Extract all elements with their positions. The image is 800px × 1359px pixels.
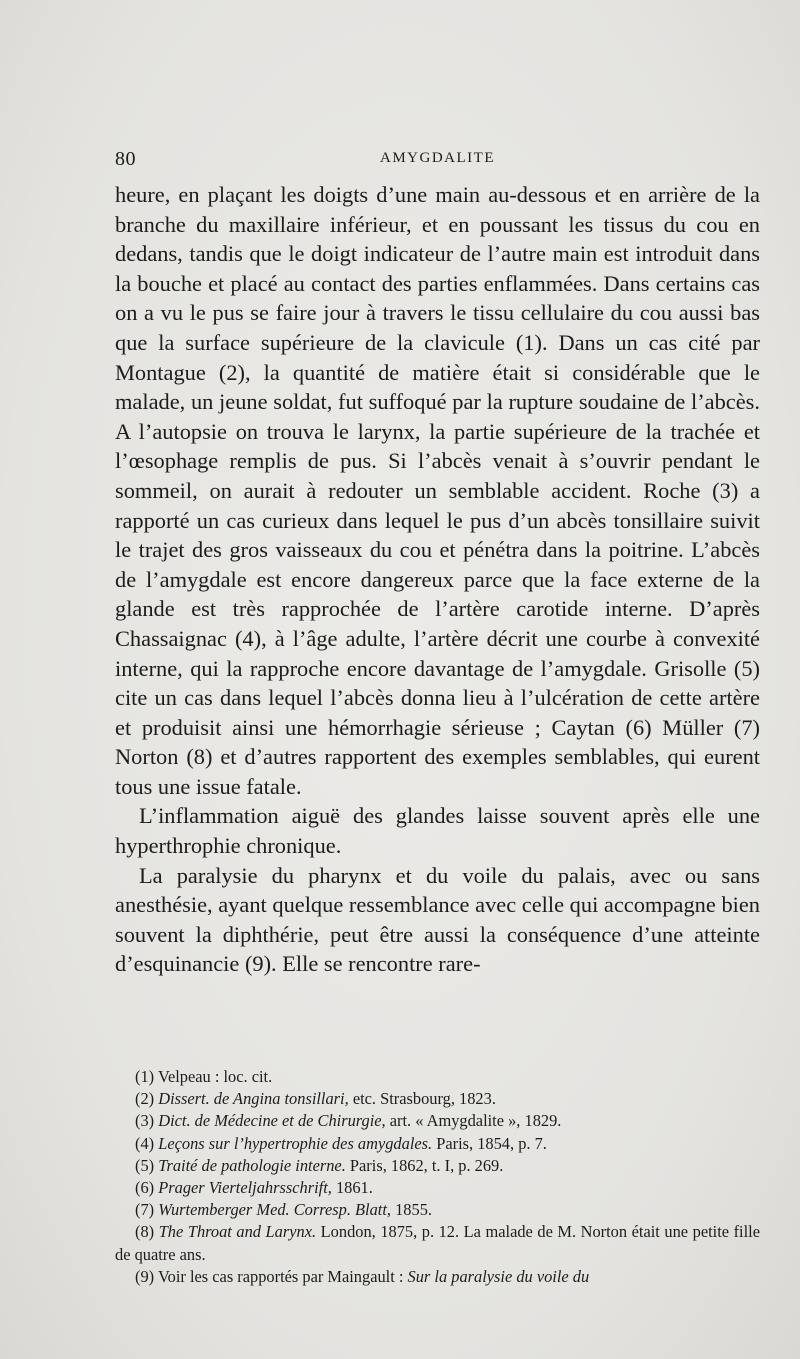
footnote-text: 1861.: [331, 1178, 373, 1198]
body-text: [115, 180, 760, 979]
footnote-work-title: The Throat and Larynx.: [158, 1222, 317, 1242]
footnote-text: London, 1875, p. 12. La malade de M. Norton était une petite fille de quatre ans.: [115, 1222, 760, 1264]
footnote-8: [115, 1221, 760, 1265]
paragraph-inflammation: L’inflammation aiguë des glandes laisse souvent après elle une hyperthrophie chronique.: [115, 803, 760, 859]
paragraph-paralysie: La paralysie du pharynx et du voile du palais, avec ou sans anesthésie, ayant quelque ressemblance avec celle qui accompagne bien souvent la diphthérie, peut être aussi la conséquence d’une atteinte d’esquinancie (9). Elle se rencontre rare-: [115, 862, 760, 977]
footnote-work-title: Leçons sur l’hypertrophie des amygdales.: [158, 1133, 433, 1153]
footnote-work-title: Dict. de Médecine et de Chirurgie,: [158, 1111, 386, 1131]
footnote-5: [115, 1155, 760, 1177]
footnote-number: (7): [135, 1200, 155, 1220]
footnote-work-title: Sur la paralysie du voile du: [407, 1266, 590, 1286]
running-title: AMYGDALITE: [380, 150, 495, 166]
footnote-text: 1855.: [391, 1200, 432, 1220]
footnote-3: [115, 1110, 760, 1132]
footnote-7: [115, 1199, 760, 1221]
footnote-number: (4): [135, 1133, 155, 1153]
footnote-1: [115, 1066, 760, 1088]
footnote-number: (2): [135, 1089, 155, 1109]
paragraph-continued: heure, en plaçant les doigts d’une main au-dessous et en arrière de la branche du maxillaire inférieur, et en poussant les tissus du cou en dedans, tandis que le doigt indicateur de l’autre main est introduit dans la bouche et placé au contact des parties enflammées. Dans certains cas on a vu le pus se faire jour à travers le tissu cellulaire du cou aussi bas que la surface supérieure de la clavicule (1). Dans un cas cité par Montague (2), la quantité de matière était si considérable que le malade, un jeune soldat, fut suffoqué par la rupture soudaine de l’abcès. A l’autopsie on trouva le larynx, la partie supérieure de la trachée et l’œsophage remplis de pus. Si l’abcès venait à s’ouvrir pendant le sommeil, on aurait à redouter un semblable accident. Roche (3) a rapporté un cas curieux dans lequel le pus d’un abcès tonsillaire suivit le trajet des gros vaisseaux du cou et pénétra dans la poitrine. L’abcès de l’amygdale est encore dangereux parce que la face externe de la glande est très rapprochée de l’artère carotide interne. D’après Chassaignac (4), à l’âge adulte, l’artère décrit une courbe à convexité interne, qui la rapproche encore davantage de l’amygdale. Grisolle (5) cite un cas dans lequel l’abcès donna lieu à l’ulcération de cette artère et produisit ainsi une hémorrhagie sérieuse ; Caytan (6) Müller (7) Norton (8) et d’autres rapportent des exemples semblables, qui eurent tous une issue fatale.: [115, 182, 760, 799]
footnote-text: Velpeau : loc. cit.: [157, 1067, 273, 1086]
footnote-work-title: Wurtemberger Med. Corresp. Blatt,: [158, 1200, 392, 1220]
footnote-text: etc. Strasbourg, 1823.: [348, 1089, 496, 1109]
footnote-number: (1): [135, 1067, 155, 1086]
footnote-4: [115, 1133, 760, 1155]
footnote-number: (8): [135, 1222, 155, 1242]
footnote-number: (9): [135, 1266, 155, 1286]
running-head: [115, 148, 760, 174]
footnotes: [115, 1066, 760, 1288]
footnote-work-title: Traité de pathologie interne.: [158, 1155, 346, 1175]
footnote-6: [115, 1177, 760, 1199]
footnote-number: (3): [135, 1111, 155, 1131]
footnote-number: (6): [135, 1178, 155, 1198]
footnote-2: [115, 1088, 760, 1110]
page-number: 80: [115, 148, 136, 170]
footnote-work-title: Prager Vierteljahrsschrift,: [158, 1178, 332, 1198]
footnote-work-title: Dissert. de Angina tonsillari,: [158, 1089, 349, 1109]
footnote-text: Voir les cas rapportés par Maingault :: [157, 1266, 408, 1286]
footnote-text: art. « Amygdalite », 1829.: [385, 1111, 562, 1131]
footnote-text: Paris, 1862, t. I, p. 269.: [345, 1155, 504, 1175]
footnote-number: (5): [135, 1155, 155, 1175]
footnote-9: [115, 1266, 760, 1288]
footnote-text: Paris, 1854, p. 7.: [432, 1133, 547, 1153]
